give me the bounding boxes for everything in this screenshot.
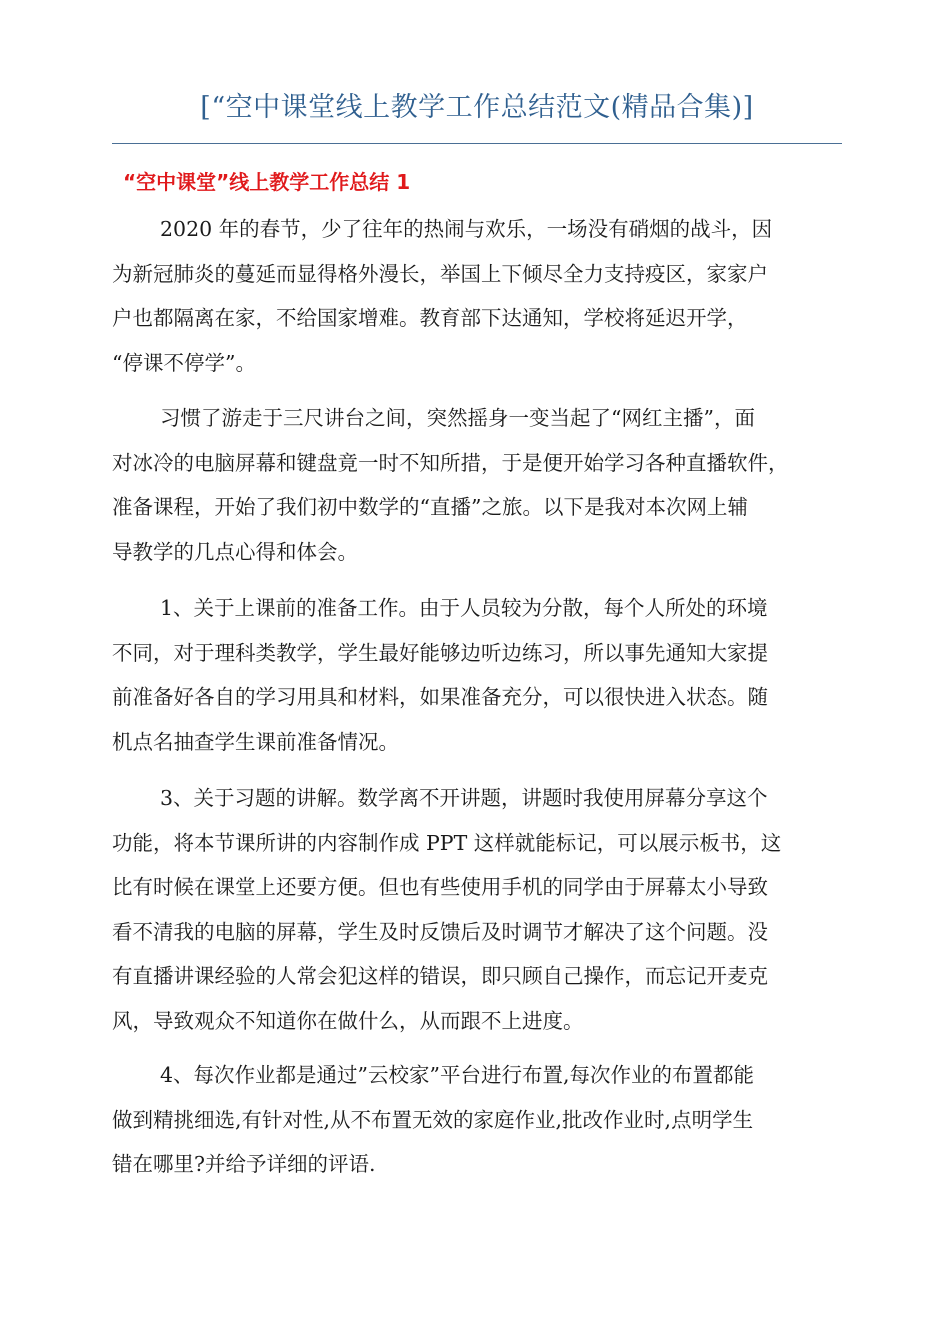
paragraph-line: 习惯了游走于三尺讲台之间，突然摇身一变当起了“网红主播”，面 bbox=[160, 406, 755, 430]
paragraph-line: 风，导致观众不知道你在做什么，从而跟不上进度。 bbox=[112, 1008, 584, 1033]
paragraph-line: 有直播讲课经验的人常会犯这样的错误，即只顾自己操作，而忘记开麦克 bbox=[112, 964, 768, 988]
paragraph-line: 机点名抽查学生课前准备情况。 bbox=[112, 729, 399, 754]
paragraph-5 bbox=[112, 1053, 754, 1187]
paragraph-line: 4、每次作业都是通过”云校家”平台进行布置,每次作业的布置都能 bbox=[160, 1063, 755, 1087]
paragraph-line: 对冰冷的电脑屏幕和键盘竟一时不知所措，于是便开始学习各种直播软件， bbox=[112, 450, 789, 475]
paragraph-line: 错在哪里?并给予详细的评语. bbox=[112, 1152, 376, 1176]
paragraph-line: 准备课程，开始了我们初中数学的“直播”之旅。以下是我对本次网上辅 bbox=[112, 495, 748, 519]
paragraph-line: 看不清我的电脑的屏幕，学生及时反馈后及时调节才解决了这个问题。没 bbox=[112, 919, 768, 944]
paragraph-4 bbox=[112, 776, 781, 1043]
paragraph-line: 户也都隔离在家，不给国家增难。教育部下达通知，学校将延迟开学， bbox=[112, 306, 748, 330]
paragraph-line: 比有时候在课堂上还要方便。但也有些使用手机的同学由于屏幕太小导致 bbox=[112, 875, 768, 899]
document-title: [“空中课堂线上教学工作总结范文(精品合集)] bbox=[200, 92, 754, 123]
paragraph-3 bbox=[112, 586, 768, 764]
paragraph-line: 2020 年的春节，少了往年的热闹与欢乐，一场没有硝烟的战斗，因 bbox=[160, 217, 773, 241]
paragraph-line: “停课不停学”。 bbox=[112, 350, 256, 375]
paragraph-2 bbox=[112, 396, 789, 574]
paragraph-line: 3、关于习题的讲解。数学离不开讲题，讲题时我使用屏幕分享这个 bbox=[160, 786, 768, 810]
paragraph-line: 1、关于上课前的准备工作。由于人员较为分散，每个人所处的环境 bbox=[160, 596, 768, 620]
paragraph-1 bbox=[112, 207, 772, 385]
paragraph-line: 前准备好各自的学习用具和材料，如果准备充分，可以很快进入状态。随 bbox=[112, 685, 768, 709]
paragraph-line: 功能，将本节课所讲的内容制作成 PPT 这样就能标记，可以展示板书，这 bbox=[112, 830, 782, 855]
paragraph-line: 为新冠肺炎的蔓延而显得格外漫长，举国上下倾尽全力支持疫区，家家户 bbox=[112, 261, 768, 286]
title-divider bbox=[112, 143, 842, 144]
paragraph-line: 做到精挑细选,有针对性,从不布置无效的家庭作业,批改作业时,点明学生 bbox=[112, 1107, 754, 1132]
section-heading: “空中课堂”线上教学工作总结 1 bbox=[123, 170, 411, 194]
paragraph-line: 不同，对于理科类教学，学生最好能够边听边练习，所以事先通知大家提 bbox=[112, 640, 768, 665]
paragraph-line: 导教学的几点心得和体会。 bbox=[112, 539, 358, 564]
